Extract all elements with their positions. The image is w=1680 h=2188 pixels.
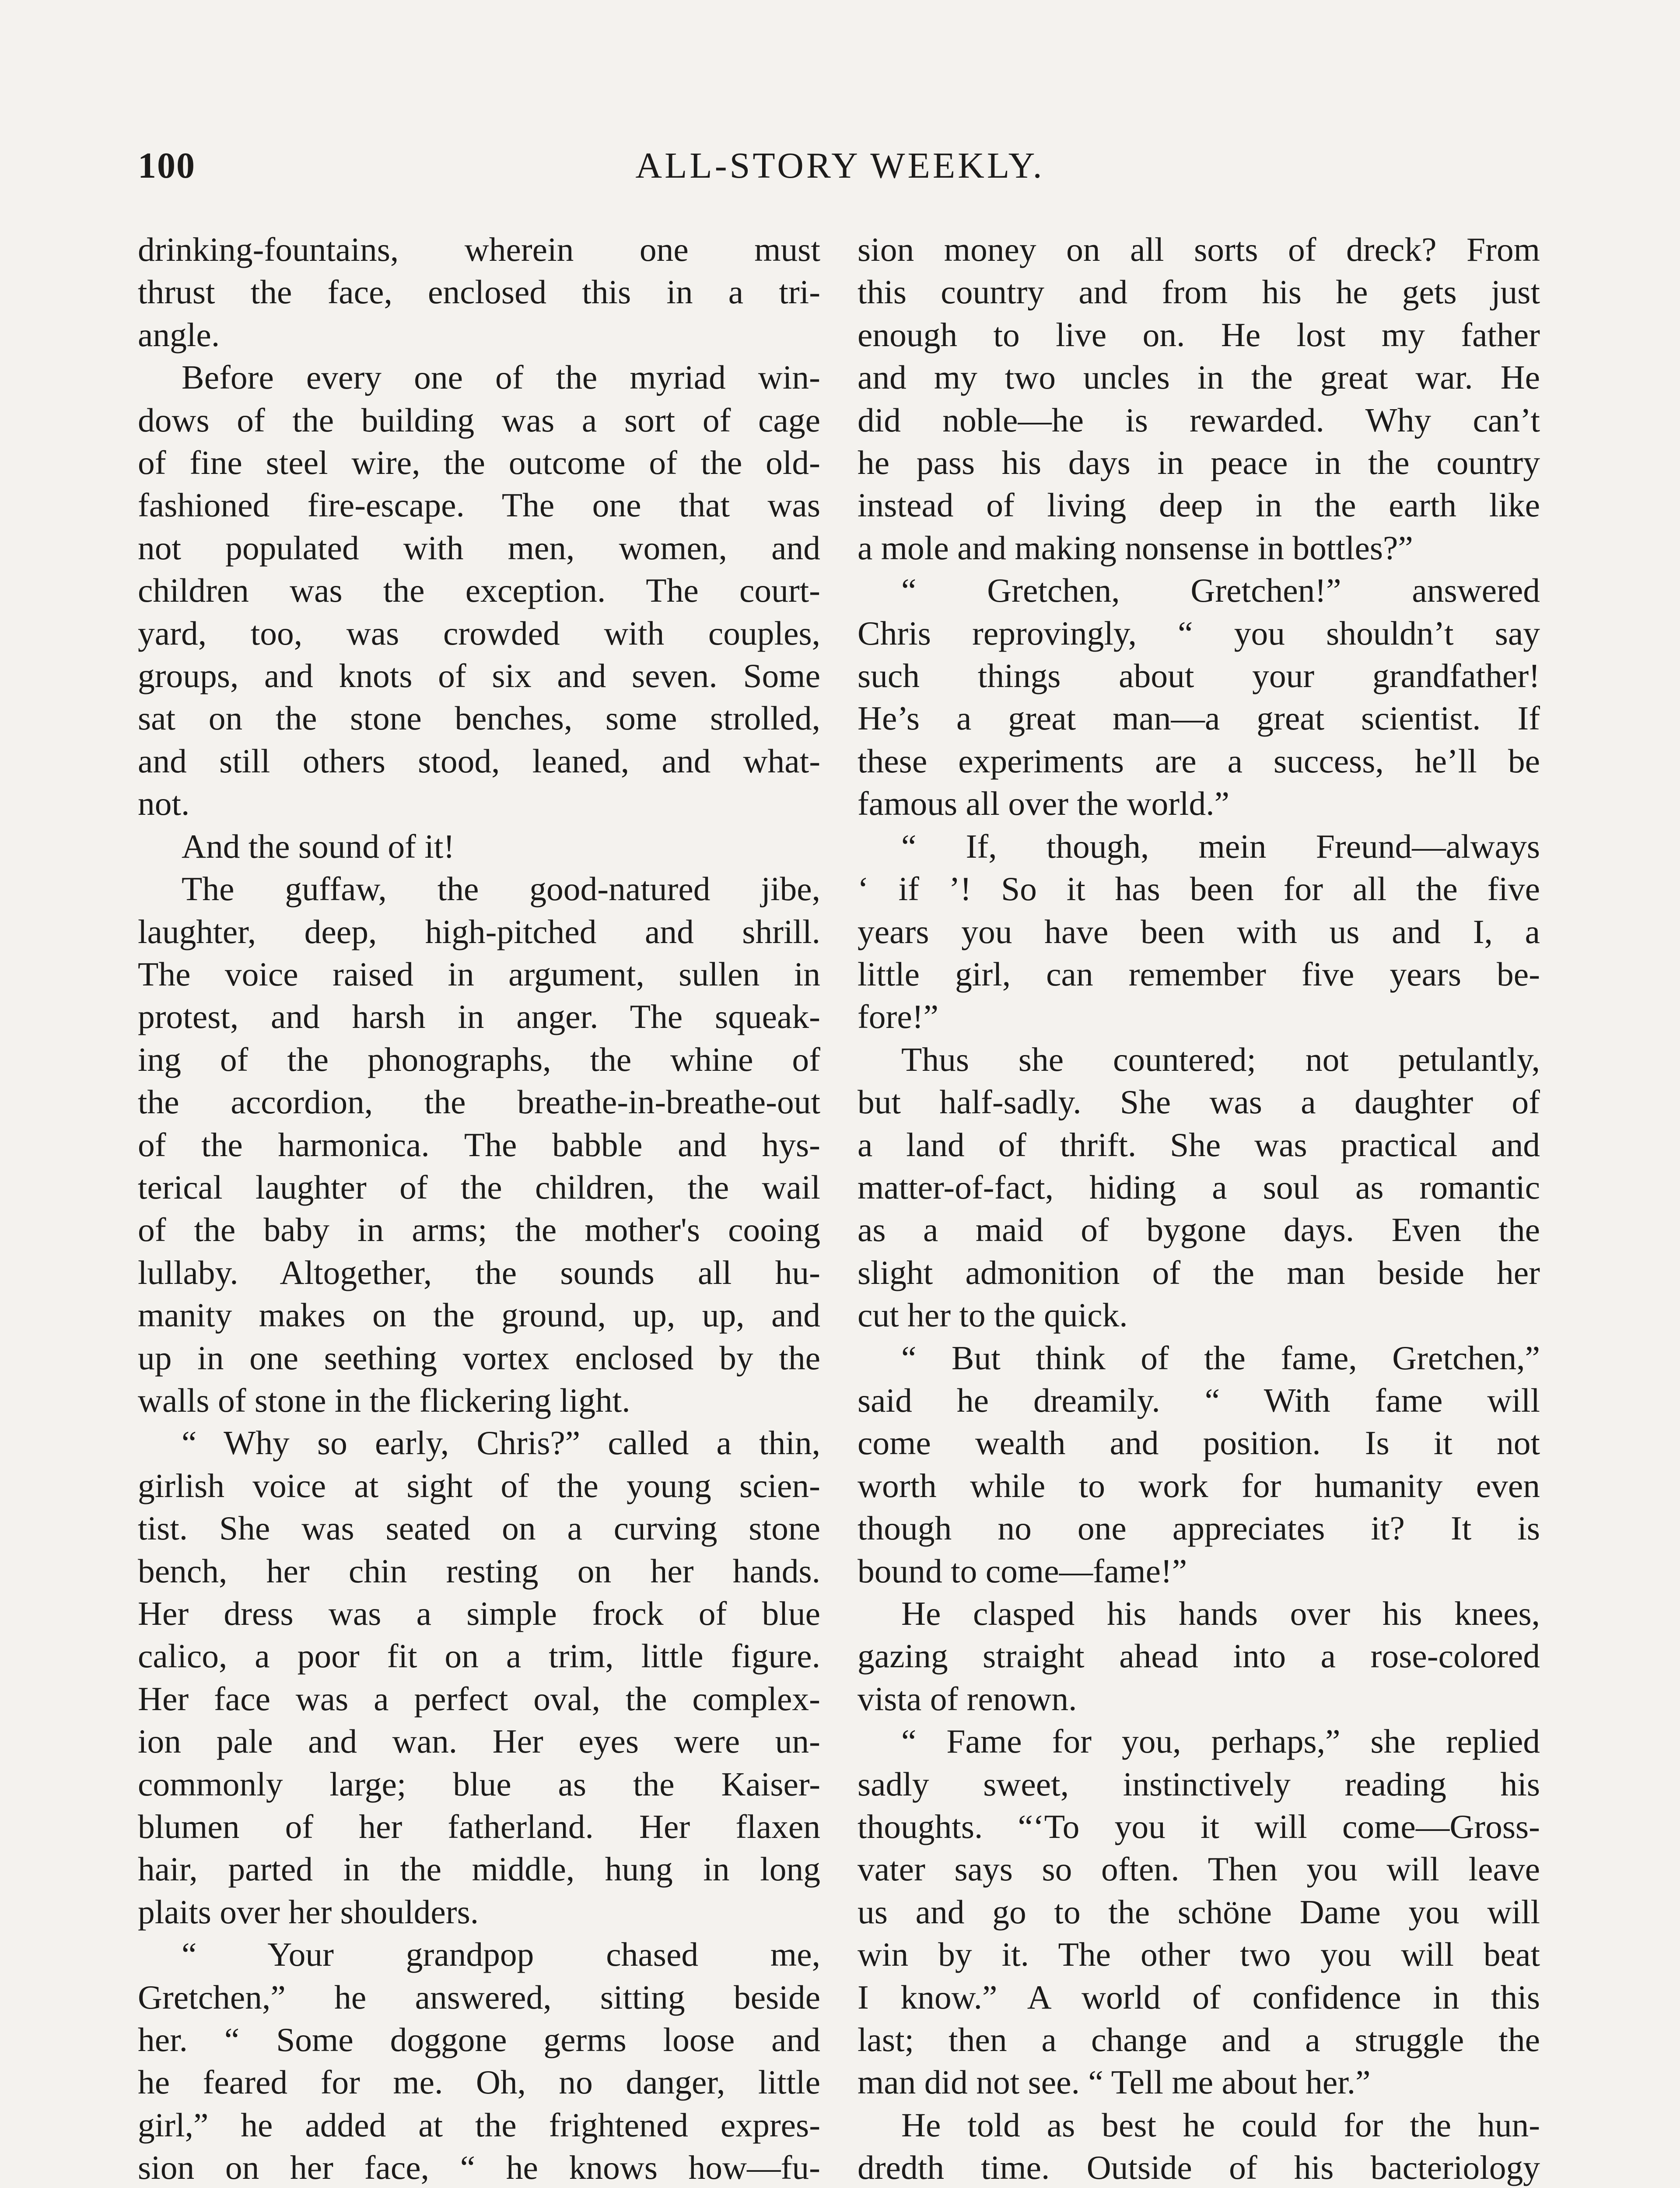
text-line: Her dress was a simple frock of blue [138, 1595, 820, 1632]
text-line: thrust the face, enclosed this in a tri- [138, 273, 820, 311]
text-line: groups, and knots of six and seven. Some [138, 657, 820, 695]
text-line: the accordion, the breathe-in-breathe-out [138, 1083, 820, 1121]
text-line: sion money on all sorts of dreck? From [858, 231, 1540, 268]
text-line: though no one appreciates it? It is [858, 1509, 1540, 1547]
text-line: “ Fame for you, perhaps,” she replied [901, 1722, 1540, 1760]
text-line: dredth time. Outside of his bacteriology [858, 2149, 1540, 2187]
text-line: Thus she countered; not petulantly, [901, 1040, 1540, 1078]
text-line: said he dreamily. “ With fame will [858, 1381, 1540, 1419]
text-line: tist. She was seated on a curving stone [138, 1509, 820, 1547]
text-line: not populated with men, women, and [138, 529, 820, 567]
text-line: such things about your grandfather! [858, 657, 1540, 695]
page-number: 100 [138, 145, 196, 186]
text-line: commonly large; blue as the Kaiser- [138, 1765, 820, 1803]
text-line: slight admonition of the man beside her [858, 1253, 1540, 1291]
text-line: “ Gretchen, Gretchen!” answered [901, 572, 1540, 610]
left-text-column [138, 228, 820, 2188]
text-line: gazing straight ahead into a rose-colored [858, 1637, 1540, 1675]
text-line: protest, and harsh in anger. The squeak- [138, 998, 820, 1036]
text-line: laughter, deep, high-pitched and shrill. [138, 912, 820, 950]
text-line: but half-sadly. She was a daughter of [858, 1083, 1540, 1121]
text-line: thoughts. “‘To you it will come—Gross- [858, 1808, 1540, 1846]
text-line: walls of stone in the flickering light. [138, 1381, 630, 1419]
text-line: children was the exception. The court- [138, 572, 820, 610]
text-line: vista of renown. [858, 1680, 1077, 1718]
text-line: “ But think of the fame, Gretchen,” [901, 1339, 1540, 1377]
text-line: Her face was a perfect oval, the complex- [138, 1680, 820, 1718]
text-line: cut her to the quick. [858, 1296, 1128, 1334]
text-line: lullaby. Altogether, the sounds all hu- [138, 1253, 820, 1291]
text-line: dows of the building was a sort of cage [138, 401, 820, 439]
text-line: manity makes on the ground, up, up, and [138, 1296, 820, 1334]
text-line: ‘ if ’! So it has been for all the five [858, 870, 1540, 908]
text-line: calico, a poor fit on a trim, little figure. [138, 1637, 820, 1675]
text-line: instead of living deep in the earth like [858, 486, 1540, 524]
text-line: win by it. The other two you will beat [858, 1936, 1540, 1974]
text-line: Gretchen,” he answered, sitting beside [138, 1978, 820, 2016]
text-line: girlish voice at sight of the young scien- [138, 1466, 820, 1504]
text-line: blumen of her fatherland. Her flaxen [138, 1808, 820, 1846]
text-line: a land of thrift. She was practical and [858, 1126, 1540, 1164]
text-line: bound to come—fame!” [858, 1552, 1187, 1590]
text-line: The voice raised in argument, sullen in [138, 955, 820, 993]
text-line: of the baby in arms; the mother's cooing [138, 1211, 820, 1249]
text-line: bench, her chin resting on her hands. [138, 1552, 820, 1590]
text-line: I know.” A world of confidence in this [858, 1978, 1540, 2016]
text-line: enough to live on. He lost my father [858, 316, 1540, 354]
text-line: Chris reprovingly, “ you shouldn’t say [858, 614, 1540, 652]
text-line: he pass his days in peace in the country [858, 444, 1540, 482]
text-line: not. [138, 785, 190, 823]
text-line: terical laughter of the children, the wail [138, 1168, 820, 1206]
text-line: sadly sweet, instinctively reading his [858, 1765, 1540, 1803]
text-line: of the harmonica. The babble and hys- [138, 1126, 820, 1164]
text-line: “ Why so early, Chris?” called a thin, [182, 1424, 820, 1462]
text-line: girl,” he added at the frightened expres- [138, 2106, 820, 2144]
text-line: matter-of-fact, hiding a soul as romantic [858, 1168, 1540, 1206]
text-line: these experiments are a success, he’ll be [858, 742, 1540, 780]
text-line: and my two uncles in the great war. He [858, 358, 1540, 396]
text-line: he feared for me. Oh, no danger, little [138, 2063, 820, 2101]
text-line: worth while to work for humanity even [858, 1466, 1540, 1504]
text-line: “ Your grandpop chased me, [182, 1936, 820, 1974]
right-text-column [858, 228, 1540, 2188]
text-line: this country and from his he gets just [858, 273, 1540, 311]
text-line: and still others stood, leaned, and what- [138, 742, 820, 780]
page-header [138, 144, 1542, 193]
text-line: sion on her face, “ he knows how—fu- [138, 2149, 820, 2187]
text-line: did noble—he is rewarded. Why can’t [858, 401, 1540, 439]
magazine-title: ALL-STORY WEEKLY. [635, 145, 1045, 186]
text-line: He’s a great man—a great scientist. If [858, 699, 1540, 737]
text-line: He told as best he could for the hun- [901, 2106, 1540, 2144]
text-line: last; then a change and a struggle the [858, 2021, 1540, 2059]
text-line: come wealth and position. Is it not [858, 1424, 1540, 1462]
text-line: drinking-fountains, wherein one must [138, 231, 820, 268]
text-line: fashioned fire-escape. The one that was [138, 486, 820, 524]
text-line: little girl, can remember five years be- [858, 955, 1540, 993]
text-line: And the sound of it! [182, 827, 455, 865]
text-line: as a maid of bygone days. Even the [858, 1211, 1540, 1249]
text-line: The guffaw, the good-natured jibe, [182, 870, 820, 908]
text-line: Before every one of the myriad win- [182, 358, 820, 396]
text-line: sat on the stone benches, some strolled, [138, 699, 820, 737]
text-line: hair, parted in the middle, hung in long [138, 1850, 820, 1888]
text-line: plaits over her shoulders. [138, 1893, 479, 1931]
text-line: angle. [138, 316, 220, 354]
text-line: vater says so often. Then you will leave [858, 1850, 1540, 1888]
text-line: fore!” [858, 998, 938, 1036]
text-line: ion pale and wan. Her eyes were un- [138, 1722, 820, 1760]
text-line: He clasped his hands over his knees, [901, 1595, 1540, 1632]
text-line: her. “ Some doggone germs loose and [138, 2021, 820, 2059]
text-line: us and go to the schöne Dame you will [858, 1893, 1540, 1931]
text-line: of fine steel wire, the outcome of the old- [138, 444, 820, 482]
text-line: “ If, though, mein Freund—always [901, 827, 1540, 865]
text-line: famous all over the world.” [858, 785, 1230, 823]
text-line: up in one seething vortex enclosed by the [138, 1339, 820, 1377]
text-line: yard, too, was crowded with couples, [138, 614, 820, 652]
text-line: man did not see. “ Tell me about her.” [858, 2063, 1371, 2101]
text-line: ing of the phonographs, the whine of [138, 1040, 820, 1078]
text-line: years you have been with us and I, a [858, 912, 1540, 950]
text-line: a mole and making nonsense in bottles?” [858, 529, 1413, 567]
